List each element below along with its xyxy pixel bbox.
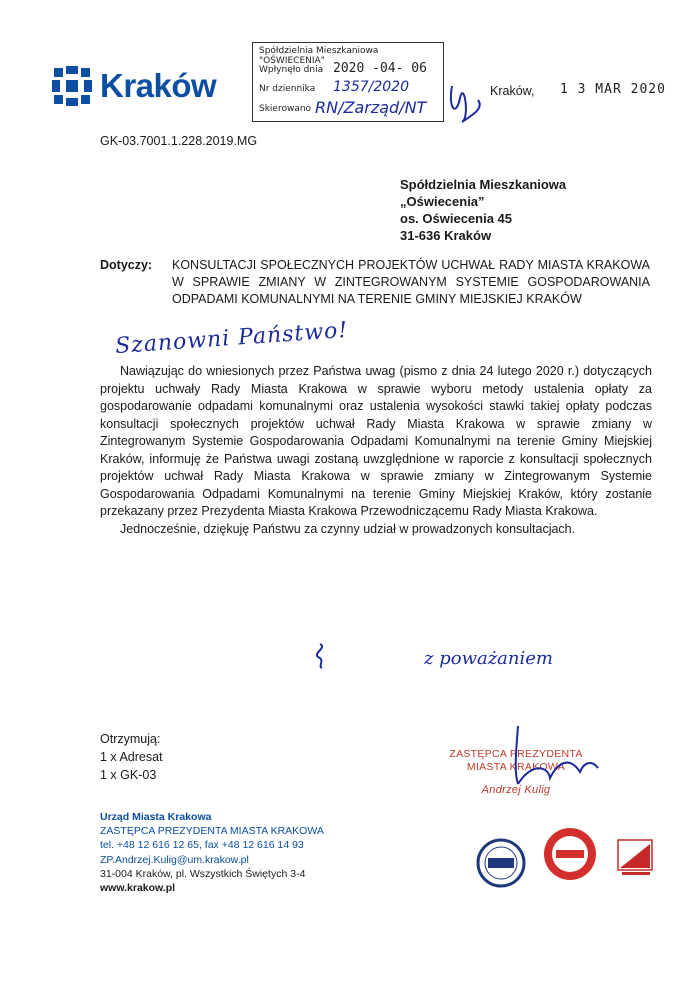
stamp-name: Andrzej Kulig bbox=[481, 784, 551, 796]
stamp-received-label: Wpłynęło dnia bbox=[259, 65, 324, 75]
reference-number: GK-03.7001.1.228.2019.MG bbox=[100, 134, 258, 148]
subject-line: KONSULTACJI SPOŁECZNYCH PROJEKTÓW UCHWAŁ RADY MIASTA KRAKOWA bbox=[172, 258, 650, 272]
stamp-journal-label: Nr dziennika bbox=[259, 84, 316, 94]
recipient-item: 1 x GK-03 bbox=[100, 768, 157, 782]
body-paragraph: Nawiązując do wniesionych przez Państwa uwag (pismo z dnia 24 lutego 2020 r.) dotyczących projektu uchwały Rady Miasta Krakowa w sprawie wyboru metody ustalenia opłaty za gospodarowanie odpadami komunalnymi oraz ustalenia wysokości stawki takiej opłaty podczas konsultacji społecznych projektów uchwał Rady Miasta Krakowa w sprawie zmiany w Zintegrowanym Systemie Gospodarowania Odpadami Komunalnymi na terenie Gminy Miejskiej Kraków, informuję że Państwa uwagi zostaną uwzględnione w raporcie z konsultacji społecznych projektów uchwał Rady Miasta Krakowa w sprawie zmiany w Zintegrowanym Systemie Gospodarowania Odpadami Komunalnymi na terenie Gminy Miejskiej Kraków, który zostanie przekazany przez Prezydenta Miasta Krakowa Przewodniczącemu Rady Miasta Krakowa. bbox=[100, 364, 652, 518]
recipients-block bbox=[100, 730, 163, 784]
stamp-journal-number: 1357/2020 bbox=[333, 79, 409, 95]
footer-email[interactable]: ZP.Andrzej.Kulig@um.krakow.pl bbox=[100, 853, 249, 866]
subject-text bbox=[172, 257, 650, 308]
handwritten-greeting: Szanowni Państwo! bbox=[114, 317, 349, 360]
stamp-title-line: ZASTĘPCA PREZYDENTA bbox=[449, 748, 583, 760]
addressee-line: 31-636 Kraków bbox=[400, 228, 492, 243]
handwritten-mark-icon bbox=[300, 640, 330, 670]
letter-date: 1 3 MAR 2020 bbox=[560, 82, 666, 97]
letter-body bbox=[100, 363, 652, 538]
letter-place: Kraków, bbox=[490, 84, 535, 98]
footer-phone: tel. +48 12 616 12 65, fax +48 12 616 14 93 bbox=[100, 839, 304, 852]
stamp-title-line: MIASTA KRAKOWA bbox=[466, 761, 566, 773]
body-paragraph: Jednocześnie, dziękuję Państwu za czynny udział w prowadzonych konsultacjach. bbox=[120, 521, 576, 536]
recipient-item: 1 x Adresat bbox=[100, 750, 163, 764]
subject-label: Dotyczy: bbox=[100, 258, 153, 272]
signature-icon bbox=[488, 722, 608, 792]
handwritten-closing: z poważaniem bbox=[424, 648, 553, 669]
logo-text: Kraków bbox=[100, 67, 217, 104]
addressee-line: Spółdzielnia Mieszkaniowa bbox=[400, 177, 567, 192]
iqnet-certificate-icon bbox=[476, 838, 526, 888]
footer-position: ZASTĘPCA PREZYDENTA MIASTA KRAKOWA bbox=[100, 825, 324, 838]
krakow-logo bbox=[52, 66, 227, 106]
footer-org: Urząd Miasta Krakowa bbox=[100, 811, 212, 823]
system-certificate-icon bbox=[542, 826, 598, 882]
stamp-received-date: 2020 -04- 06 bbox=[333, 61, 427, 76]
receipt-stamp bbox=[252, 42, 444, 122]
quality-award-icon bbox=[614, 836, 658, 880]
addressee-line: os. Oświecenia 45 bbox=[400, 211, 513, 226]
footer-address: 31-004 Kraków, pl. Wszystkich Świętych 3-4 bbox=[100, 867, 306, 880]
footer-website-link[interactable]: www.krakow.pl bbox=[100, 882, 176, 895]
footer-block bbox=[100, 810, 324, 895]
recipients-label: Otrzymują: bbox=[100, 732, 161, 746]
stamp-forwarded-label: Skierowano bbox=[259, 104, 312, 114]
stamp-forwarded-to: RN/Zarząd/NT bbox=[315, 98, 427, 117]
subject-line: W SPRAWIE ZMIANY W ZINTEGROWANYM SYSTEMIE GOSPODAROWANIA bbox=[172, 275, 650, 289]
subject-line: ODPADAMI KOMUNALNYMI NA TERENIE GMINY MIEJSKIEJ KRAKÓW bbox=[172, 292, 582, 306]
krakow-logo-icon bbox=[52, 66, 92, 106]
initials-scribble-icon bbox=[440, 78, 490, 128]
addressee-line: „Oświecenia” bbox=[400, 194, 485, 209]
stamp-org: Spółdzielnia Mieszkaniowa "OŚWIECENIA" bbox=[259, 46, 379, 66]
addressee-block bbox=[400, 176, 566, 244]
